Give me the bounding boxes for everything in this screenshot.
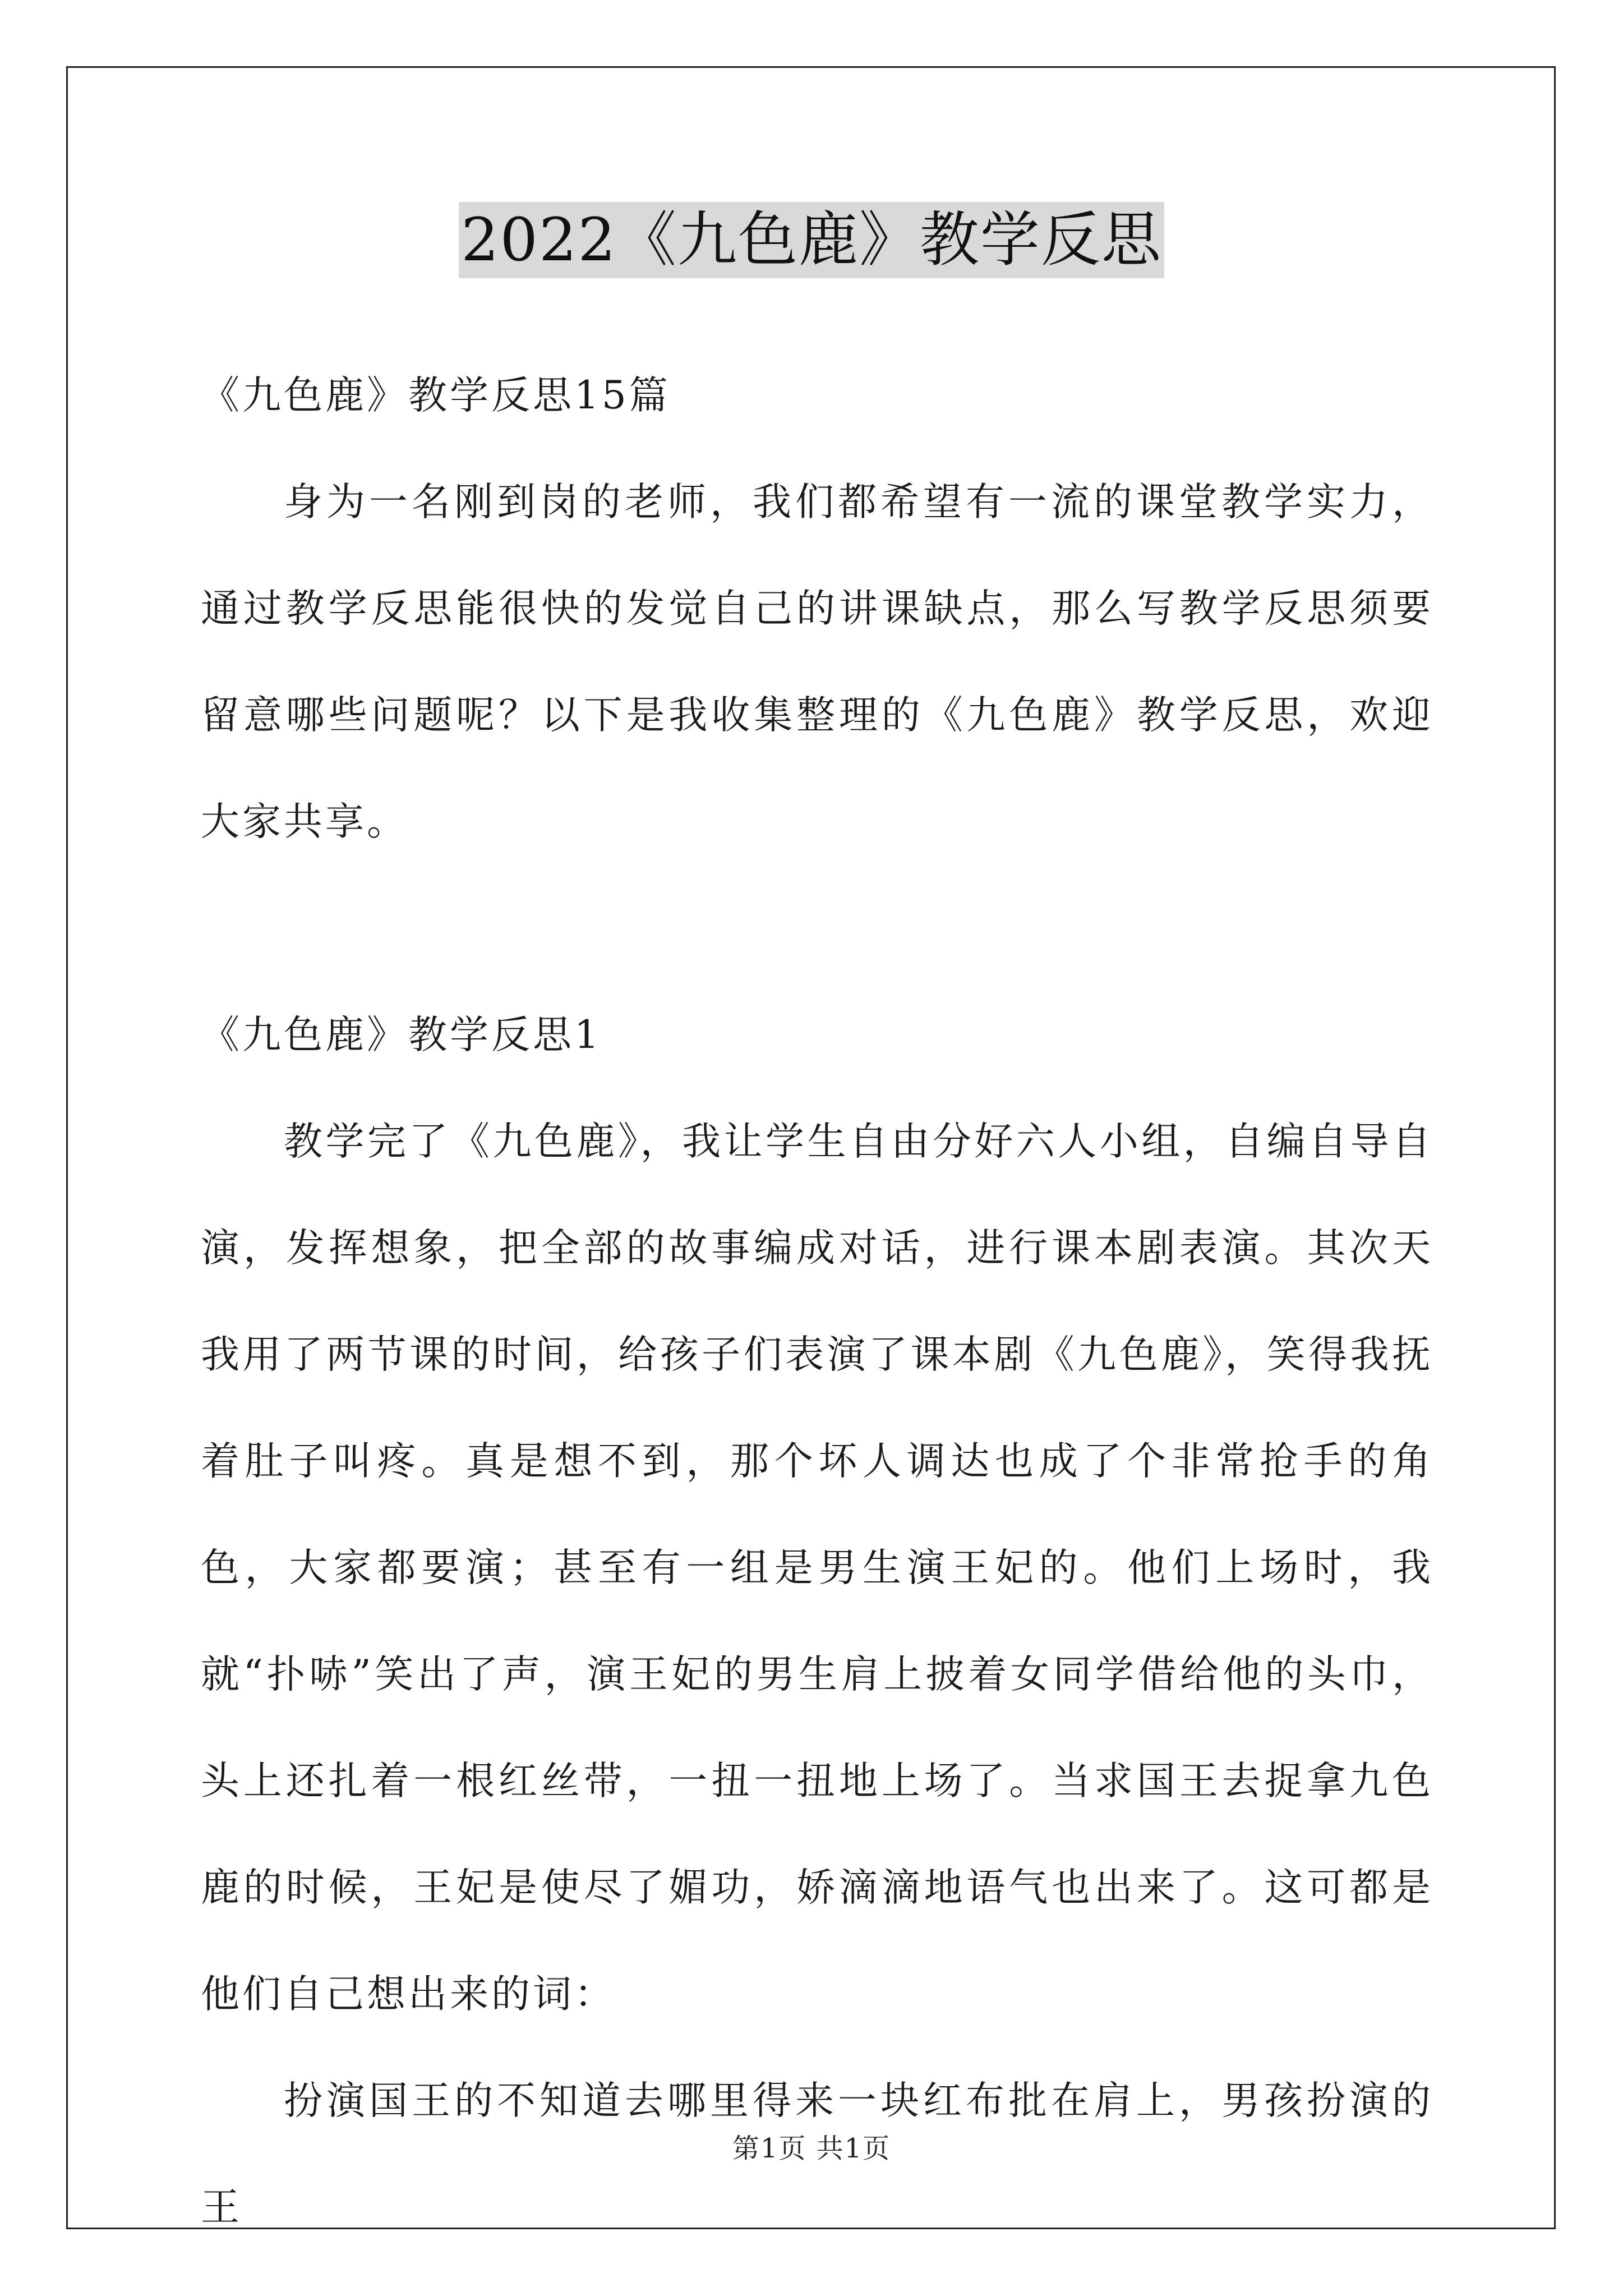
section-spacer bbox=[201, 875, 1433, 982]
collection-subtitle: 《九色鹿》教学反思15篇 bbox=[201, 373, 671, 418]
section-heading: 《九色鹿》教学反思1 bbox=[201, 1013, 602, 1057]
body-paragraph-2: 扮演国王的不知道去哪里得来一块红布批在肩上，男孩扮演的王 bbox=[201, 2078, 1433, 2230]
document-body bbox=[201, 342, 1433, 2261]
title-container bbox=[0, 202, 1623, 278]
document-title: 2022《九色鹿》教学反思 bbox=[459, 202, 1164, 278]
page-footer: 第1页 共1页 bbox=[732, 2133, 891, 2164]
intro-paragraph: 身为一名刚到岗的老师，我们都希望有一流的课堂教学实力，通过教学反思能很快的发觉自己的讲课缺点，那么写教学反思须要留意哪些问题呢？以下是我收集整理的《九色鹿》教学反思，欢迎大家共享。 bbox=[201, 480, 1433, 844]
body-paragraph-1: 教学完了《九色鹿》，我让学生自由分好六人小组，自编自导自演，发挥想象，把全部的故事编成对话，进行课本剧表演。其次天我用了两节课的时间，给孩子们表演了课本剧《九色鹿》，笑得我抚着肚子叫疼。真是想不到，那个坏人调达也成了个非常抢手的角色，大家都要演；甚至有一组是男生演王妃的。他们上场时，我就“扑哧”笑出了声，演王妃的男生肩上披着女同学借给他的头巾，头上还扎着一根红丝带，一扭一扭地上场了。当求国王去捉拿九色鹿的时候，王妃是使尽了媚功，娇滴滴地语气也出来了。这可都是他们自己想出来的词： bbox=[201, 1119, 1433, 2017]
